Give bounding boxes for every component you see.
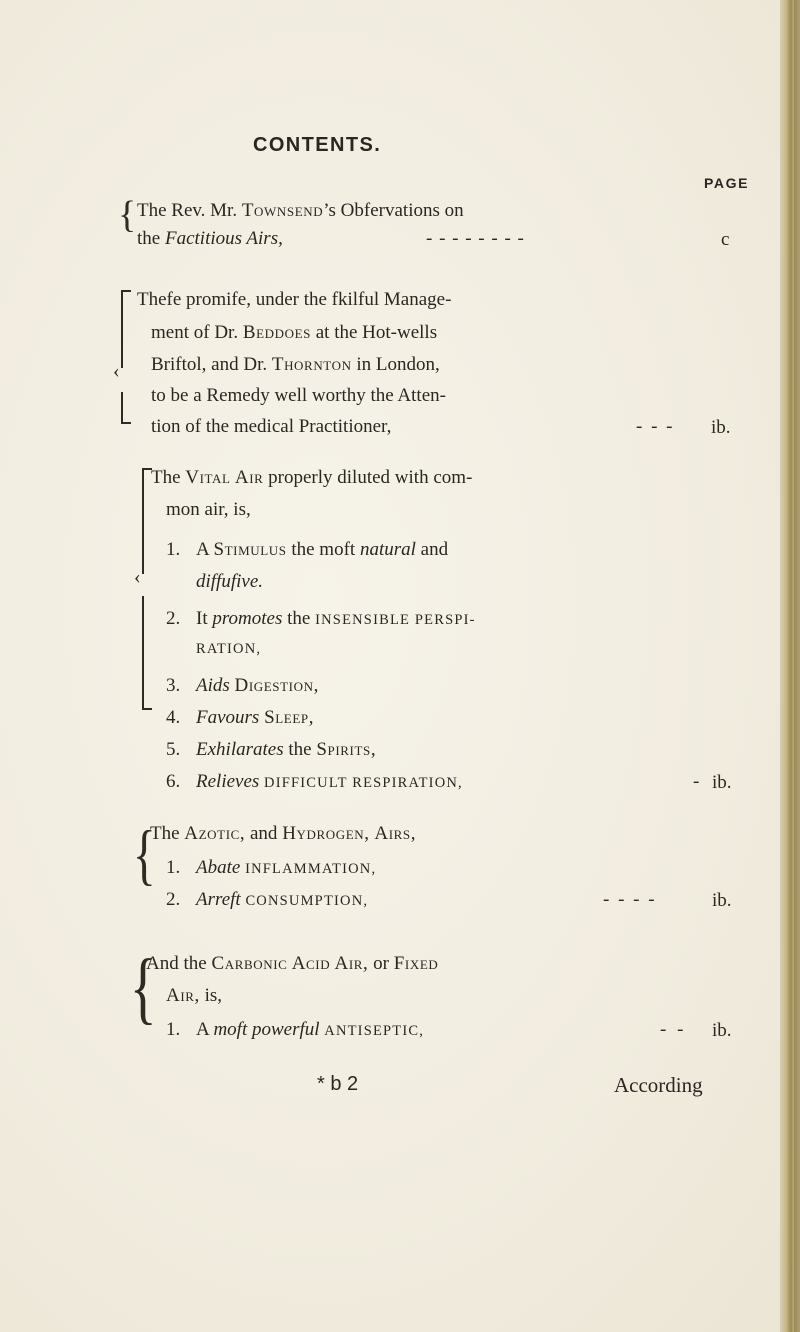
section-4-page-ref: ib. — [712, 890, 732, 911]
section-2-line-2: ment of Dr. Beddoes at the Hot-wells — [151, 322, 438, 343]
item-c-text: A moft powerful ANTISEPTIC, — [196, 1019, 425, 1040]
section-2-line-5: tion of the medical Practitioner, — [151, 416, 392, 437]
item-2-continuation: RATION, — [196, 641, 262, 657]
section-3-brace-line — [142, 478, 144, 574]
item-3-text: Aids Digestion, — [196, 675, 319, 696]
page-edge-shadow — [794, 0, 800, 1332]
item-a-text: Abate INFLAMMATION, — [196, 857, 377, 878]
section-5-leader-dots: - - — [660, 1019, 687, 1040]
item-4-number: 4. — [166, 707, 181, 728]
item-a-number: 1. — [166, 857, 181, 878]
section-3-leader-dots: - — [693, 771, 700, 792]
item-3-number: 3. — [166, 675, 181, 696]
section-3-brace-mid: ‹ — [134, 566, 141, 588]
section-1-brace: { — [118, 194, 137, 236]
section-4-brace: { — [132, 816, 156, 892]
section-5-page-ref: ib. — [712, 1020, 732, 1041]
item-1-text: A Stimulus the moft natural and — [196, 539, 449, 560]
section-2-leader-dots: - - - — [636, 416, 675, 437]
section-4-line-1: The Azotic, and Hydrogen, Airs, — [150, 823, 417, 844]
section-1-line-1: The Rev. Mr. Townsend’s Obfervations on — [137, 200, 464, 221]
catchword: According — [614, 1073, 703, 1097]
section-2-brace-mid: ‹ — [113, 360, 120, 382]
item-1-continuation: diffufive. — [196, 571, 264, 592]
section-5-brace: { — [129, 944, 157, 1032]
page-title: CONTENTS. — [253, 134, 382, 156]
section-2-line-3: Briftol, and Dr. Thornton in London, — [151, 354, 440, 375]
signature-mark: * b 2 — [317, 1073, 359, 1095]
item-1-number: 1. — [166, 539, 181, 560]
section-1-leader-dots: - - - - - - - - — [426, 228, 525, 249]
section-2-brace-bottom — [121, 412, 131, 424]
section-4-leader-dots: - - - - — [603, 889, 657, 910]
item-c-number: 1. — [166, 1019, 181, 1040]
item-6-text: Relieves DIFFICULT RESPIRATION, — [196, 771, 463, 792]
item-b-number: 2. — [166, 889, 181, 910]
item-5-number: 5. — [166, 739, 181, 760]
section-1-line-2: the Factitious Airs, — [137, 228, 283, 249]
section-3-page-ref: ib. — [712, 772, 732, 793]
item-b-text: Arreft CONSUMPTION, — [196, 889, 369, 910]
section-3-brace-bottom — [142, 698, 152, 710]
page-column-header: PAGE — [704, 175, 750, 191]
section-3-line-1: The Vital Air properly diluted with com- — [151, 467, 473, 488]
item-5-text: Exhilarates the Spirits, — [196, 739, 377, 760]
section-1-page-ref: c — [721, 229, 730, 250]
section-5-line-1: And the Carbonic Acid Air, or Fixed — [146, 953, 439, 974]
section-2-page-ref: ib. — [711, 417, 731, 438]
section-2-line-1: Thefe promife, under the fkilful Manage- — [137, 289, 452, 310]
section-2-line-4: to be a Remedy well worthy the Atten- — [151, 385, 446, 406]
item-6-number: 6. — [166, 771, 181, 792]
section-3-line-2: mon air, is, — [166, 499, 251, 520]
item-4-text: Favours Sleep, — [196, 707, 315, 728]
section-3-brace-line-lower — [142, 596, 144, 702]
section-2-brace-line — [121, 300, 123, 368]
item-2-number: 2. — [166, 608, 181, 629]
section-5-line-2: Air, is, — [166, 985, 223, 1006]
item-2-text: It promotes the INSENSIBLE PERSPI- — [196, 608, 476, 629]
